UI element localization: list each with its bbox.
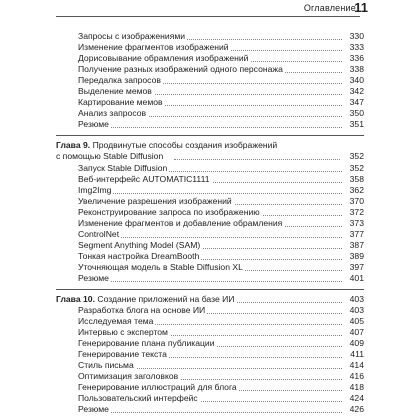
toc-entry-label: Запуск Stable Diffusion: [78, 163, 168, 173]
toc-entry-label: Увеличение разрешения изображений: [78, 196, 232, 206]
toc-entry-label: Реконструирование запроса по изображению: [78, 207, 260, 217]
toc-entry[interactable]: [0, 404, 420, 415]
leader-dots: [78, 412, 342, 413]
toc-entry-label: Резюме: [78, 119, 109, 129]
toc-entry[interactable]: [0, 64, 420, 75]
toc-entry-label: Картирование мемов: [78, 97, 163, 107]
toc-entry[interactable]: [0, 360, 420, 371]
leader-dots: [78, 193, 342, 194]
toc-entry[interactable]: [0, 185, 420, 196]
toc-entry-page: 342: [349, 86, 364, 96]
toc-entry[interactable]: [0, 75, 420, 86]
chapter-prefix: Глава 10.: [56, 294, 95, 304]
toc-entry-page: 373: [349, 218, 364, 228]
toc-entry-label: Получение разных изображений одного персонажа: [78, 64, 283, 74]
toc-entry-page: 338: [349, 64, 364, 74]
toc-entry-label: Дорисовывание обрамления изображений: [78, 53, 249, 63]
toc-entry-page: 358: [349, 174, 364, 184]
toc-entry[interactable]: [0, 53, 420, 64]
toc-entry-page: 347: [349, 97, 364, 107]
chapter-title: Создание приложений на базе ИИ: [94, 294, 235, 304]
leader-dots: [78, 281, 342, 282]
toc-entry[interactable]: [0, 371, 420, 382]
header-title: Оглавление: [303, 3, 356, 13]
toc-entry-page: 414: [349, 360, 364, 370]
toc-entry-label: Генерирование иллюстраций для блога: [78, 382, 237, 392]
toc-entry-page: 401: [349, 273, 364, 283]
toc-entry-page: 351: [349, 119, 364, 129]
section-divider: [56, 289, 364, 290]
toc-entry-page: 362: [349, 185, 364, 195]
toc-entry-page: 403: [349, 305, 364, 315]
toc-entry-page: 411: [350, 349, 364, 359]
toc-entry-label: ControlNet: [78, 229, 120, 239]
toc-entry-page: 333: [349, 42, 364, 52]
toc-entry[interactable]: [0, 207, 420, 218]
toc-entry-page: 372: [349, 207, 364, 217]
toc-entry-page: 330: [349, 31, 364, 41]
toc-entry-label: Оптимизация заголовков: [78, 371, 179, 381]
toc-entry-page: 407: [349, 327, 364, 337]
toc-entry[interactable]: [0, 327, 420, 338]
toc-entry-page: 336: [349, 53, 364, 63]
toc-entry-label: Генерирование плана публикации: [78, 338, 215, 348]
toc-entry-label: Веб-интерфейс AUTOMATIC1111: [78, 174, 210, 184]
toc-entry-label: Изменение фрагментов изображений: [78, 42, 229, 52]
toc-entry-page: 377: [349, 229, 364, 239]
toc-entry[interactable]: [0, 42, 420, 53]
toc-entry-label: Анализ запросов: [78, 108, 147, 118]
toc-entry[interactable]: [0, 108, 420, 119]
toc-entry-label: Изменение фрагментов и добавление обрамления: [78, 218, 283, 228]
toc-entry-label: Segment Anything Model (SAM): [78, 240, 201, 250]
toc-entry[interactable]: [0, 163, 420, 174]
toc-entry[interactable]: [0, 218, 420, 229]
toc-entry-label: Передалка запросов: [78, 75, 161, 85]
toc-entry-label: Резюме: [78, 404, 109, 414]
toc-entry-label: Выделение мемов: [78, 86, 152, 96]
chapter-page: 352: [342, 151, 364, 162]
toc-entry[interactable]: [0, 393, 420, 404]
toc-entry-label: Исследуемая тема: [78, 316, 154, 326]
toc-entry-label: Стиль письма: [78, 360, 134, 370]
toc-entry[interactable]: [0, 338, 420, 349]
toc-entry-label: Разработка блога на основе ИИ: [78, 305, 206, 315]
toc-entry-label: Запросы с изображениями: [78, 31, 186, 41]
toc-entry[interactable]: [0, 251, 420, 262]
toc-entry-page: 352: [349, 163, 364, 173]
toc-entry-page: 416: [349, 371, 364, 381]
header-rule: [56, 16, 360, 17]
toc-entry[interactable]: [0, 97, 420, 108]
toc-entry[interactable]: [0, 119, 420, 130]
toc-entry-label: Уточняющая модель в Stable Diffusion XL: [78, 262, 243, 272]
chapter-10-heading[interactable]: [0, 294, 420, 305]
header-page-number: 11: [354, 0, 368, 15]
toc-entry[interactable]: [0, 349, 420, 360]
toc-entry-page: 409: [349, 338, 364, 348]
toc-entry-label: Тонкая настройка DreamBooth: [78, 251, 200, 261]
toc-entry[interactable]: [0, 273, 420, 284]
section-divider: [56, 135, 364, 136]
running-header: [0, 0, 420, 18]
chapter-title: Продвинутые способы создания изображений: [90, 140, 278, 150]
toc-entry-page: 370: [349, 196, 364, 206]
toc-entry-page: 426: [349, 404, 364, 414]
toc-entry-page: 418: [349, 382, 364, 392]
toc-entry[interactable]: [0, 305, 420, 316]
chapter-page: 403: [349, 294, 364, 304]
toc-entry[interactable]: [0, 196, 420, 207]
leader-dots: [174, 159, 340, 160]
toc-entry[interactable]: [0, 229, 420, 240]
toc-entry[interactable]: [0, 316, 420, 327]
toc-entry-page: 397: [349, 262, 364, 272]
toc-entry-label: Резюме: [78, 273, 109, 283]
toc-entry-page: 424: [349, 393, 364, 403]
toc-entry-page: 340: [349, 75, 364, 85]
leader-dots: [78, 127, 342, 128]
chapter-9-heading[interactable]: [56, 140, 364, 162]
toc-entry-page: 405: [349, 316, 364, 326]
toc-entry[interactable]: [0, 262, 420, 273]
toc-entry-page: 387: [349, 240, 364, 250]
toc-entry[interactable]: [0, 31, 420, 42]
toc-entry-label: Img2Img: [78, 185, 112, 195]
toc-entry-label: Интервью с экспертом: [78, 327, 168, 337]
toc-entry[interactable]: [0, 240, 420, 251]
toc-entry-page: 350: [349, 108, 364, 118]
toc-entry-label: Генерирование текста: [78, 349, 167, 359]
chapter-prefix: Глава 9.: [56, 140, 91, 150]
toc-entry[interactable]: [0, 382, 420, 393]
toc-entry-label: Пользовательский интерфейс: [78, 393, 198, 403]
toc-entry[interactable]: [0, 86, 420, 97]
chapter-title-continued: с помощью Stable Diffusion: [56, 151, 164, 161]
toc-entry-page: 389: [349, 251, 364, 261]
toc-entry[interactable]: [0, 174, 420, 185]
